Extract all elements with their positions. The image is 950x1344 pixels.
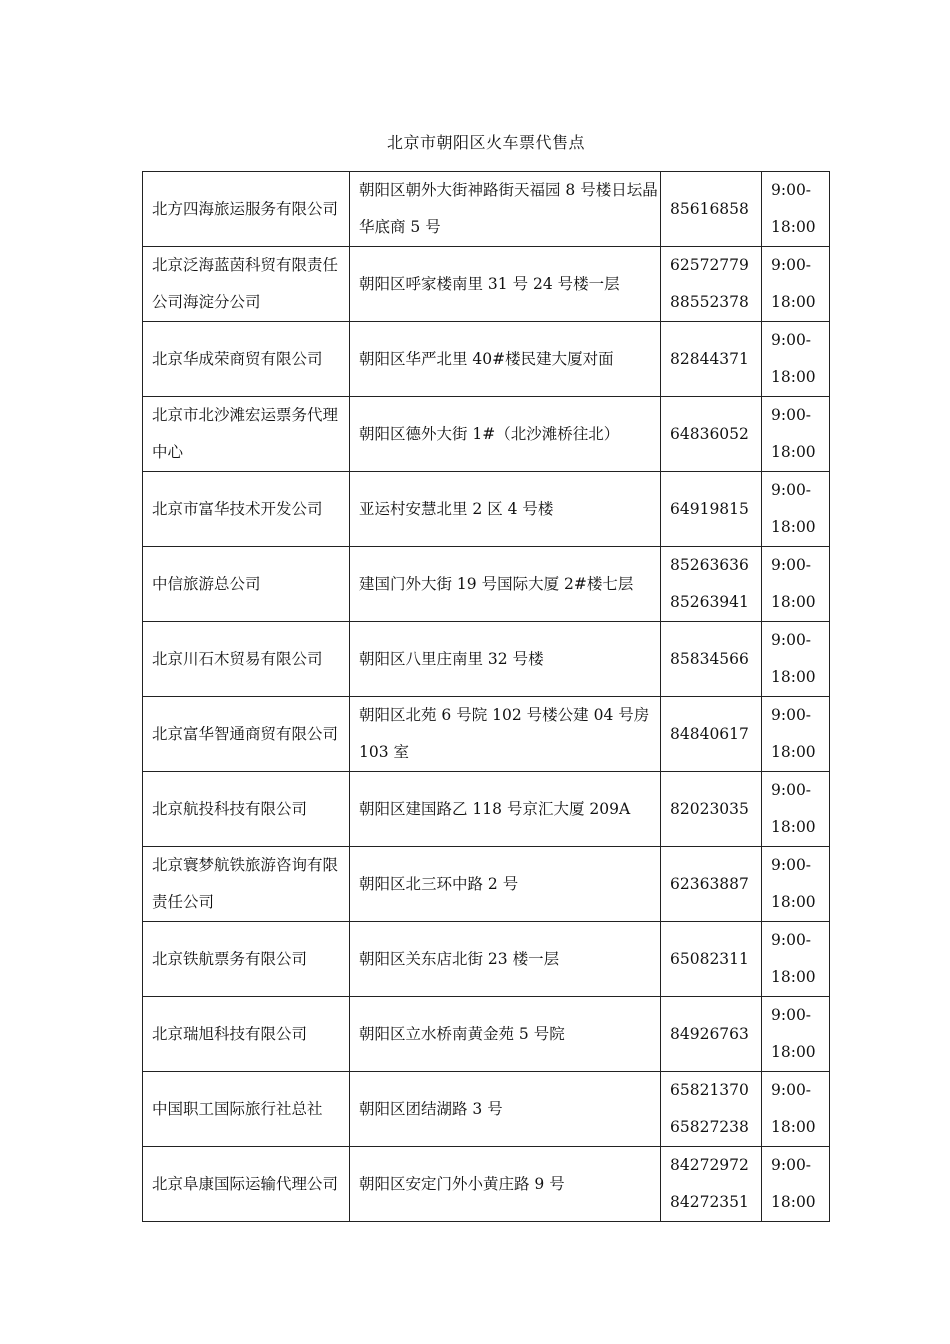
table-row bbox=[143, 547, 830, 622]
phone-cell: 65082311 bbox=[661, 922, 762, 997]
hours-cell: 9:00- 18:00 bbox=[762, 997, 830, 1072]
hours-cell: 9:00- 18:00 bbox=[762, 322, 830, 397]
phone-cell: 85263636 85263941 bbox=[661, 547, 762, 622]
address-cell: 朝阳区华严北里 40#楼民建大厦对面 bbox=[350, 322, 661, 397]
address-cell: 朝阳区关东店北街 23 楼一层 bbox=[350, 922, 661, 997]
table-row bbox=[143, 247, 830, 322]
table-row bbox=[143, 472, 830, 547]
table-row bbox=[143, 1072, 830, 1147]
company-cell: 北京川石木贸易有限公司 bbox=[143, 622, 350, 697]
table-row bbox=[143, 622, 830, 697]
hours-cell: 9:00- 18:00 bbox=[762, 697, 830, 772]
table-row bbox=[143, 847, 830, 922]
company-cell: 中信旅游总公司 bbox=[143, 547, 350, 622]
hours-cell: 9:00- 18:00 bbox=[762, 247, 830, 322]
company-cell: 北京寰梦航铁旅游咨询有限责任公司 bbox=[143, 847, 350, 922]
hours-cell: 9:00- 18:00 bbox=[762, 847, 830, 922]
address-cell: 朝阳区德外大街 1#（北沙滩桥往北） bbox=[350, 397, 661, 472]
company-cell: 北京泛海蓝茵科贸有限责任公司海淀分公司 bbox=[143, 247, 350, 322]
hours-cell: 9:00- 18:00 bbox=[762, 1072, 830, 1147]
table-row bbox=[143, 697, 830, 772]
company-cell: 北京市北沙滩宏运票务代理中心 bbox=[143, 397, 350, 472]
address-cell: 朝阳区八里庄南里 32 号楼 bbox=[350, 622, 661, 697]
address-cell: 朝阳区建国路乙 118 号京汇大厦 209A bbox=[350, 772, 661, 847]
hours-cell: 9:00- 18:00 bbox=[762, 397, 830, 472]
table-row bbox=[143, 922, 830, 997]
table-row bbox=[143, 397, 830, 472]
table-row bbox=[143, 1147, 830, 1222]
phone-cell: 84840617 bbox=[661, 697, 762, 772]
address-cell: 朝阳区呼家楼南里 31 号 24 号楼一层 bbox=[350, 247, 661, 322]
company-cell: 北京铁航票务有限公司 bbox=[143, 922, 350, 997]
hours-cell: 9:00- 18:00 bbox=[762, 922, 830, 997]
phone-cell: 64836052 bbox=[661, 397, 762, 472]
table-body bbox=[143, 172, 830, 1222]
hours-cell: 9:00- 18:00 bbox=[762, 172, 830, 247]
phone-cell: 62572779 88552378 bbox=[661, 247, 762, 322]
table-row bbox=[143, 772, 830, 847]
address-cell: 朝阳区团结湖路 3 号 bbox=[350, 1072, 661, 1147]
phone-cell: 62363887 bbox=[661, 847, 762, 922]
hours-cell: 9:00- 18:00 bbox=[762, 547, 830, 622]
company-cell: 北京市富华技术开发公司 bbox=[143, 472, 350, 547]
table-row bbox=[143, 997, 830, 1072]
ticket-agent-table bbox=[142, 171, 830, 1222]
page-title: 北京市朝阳区火车票代售点 bbox=[386, 133, 585, 152]
company-cell: 北方四海旅运服务有限公司 bbox=[143, 172, 350, 247]
phone-cell: 85616858 bbox=[661, 172, 762, 247]
address-cell: 朝阳区北三环中路 2 号 bbox=[350, 847, 661, 922]
phone-cell: 65821370 65827238 bbox=[661, 1072, 762, 1147]
phone-cell: 84272972 84272351 bbox=[661, 1147, 762, 1222]
company-cell: 北京华成荣商贸有限公司 bbox=[143, 322, 350, 397]
hours-cell: 9:00- 18:00 bbox=[762, 622, 830, 697]
phone-cell: 85834566 bbox=[661, 622, 762, 697]
company-cell: 北京瑞旭科技有限公司 bbox=[143, 997, 350, 1072]
phone-cell: 82844371 bbox=[661, 322, 762, 397]
table-row bbox=[143, 172, 830, 247]
company-cell: 北京阜康国际运输代理公司 bbox=[143, 1147, 350, 1222]
hours-cell: 9:00- 18:00 bbox=[762, 1147, 830, 1222]
phone-cell: 84926763 bbox=[661, 997, 762, 1072]
phone-cell: 64919815 bbox=[661, 472, 762, 547]
address-cell: 朝阳区北苑 6 号院 102 号楼公建 04 号房 103 室 bbox=[350, 697, 661, 772]
address-cell: 朝阳区安定门外小黄庄路 9 号 bbox=[350, 1147, 661, 1222]
address-cell: 亚运村安慧北里 2 区 4 号楼 bbox=[350, 472, 661, 547]
company-cell: 中国职工国际旅行社总社 bbox=[143, 1072, 350, 1147]
company-cell: 北京富华智通商贸有限公司 bbox=[143, 697, 350, 772]
address-cell: 朝阳区朝外大街神路街天福园 8 号楼日坛晶华底商 5 号 bbox=[350, 172, 661, 247]
address-cell: 朝阳区立水桥南黄金苑 5 号院 bbox=[350, 997, 661, 1072]
address-cell: 建国门外大街 19 号国际大厦 2#楼七层 bbox=[350, 547, 661, 622]
phone-cell: 82023035 bbox=[661, 772, 762, 847]
table-row bbox=[143, 322, 830, 397]
hours-cell: 9:00- 18:00 bbox=[762, 772, 830, 847]
company-cell: 北京航投科技有限公司 bbox=[143, 772, 350, 847]
hours-cell: 9:00- 18:00 bbox=[762, 472, 830, 547]
